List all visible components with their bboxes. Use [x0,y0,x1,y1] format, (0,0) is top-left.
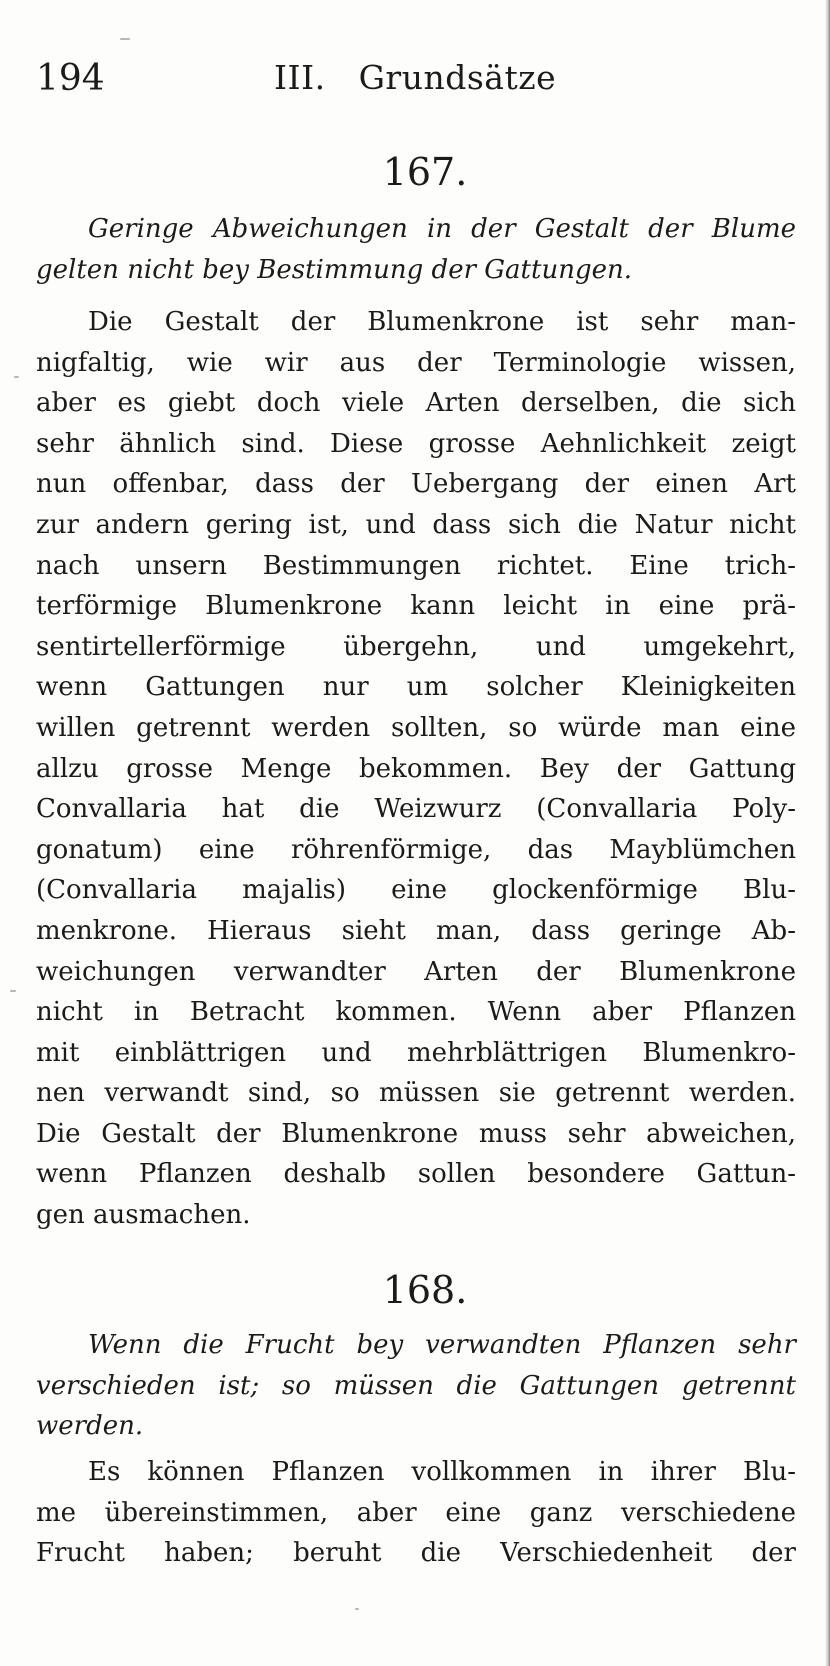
section-167-heading [36,209,796,290]
print-speck [355,1608,359,1610]
page-edge-shadow [825,0,830,1666]
body-line: nicht in Betracht kommen. Wenn aber Pflanzen [36,997,796,1028]
body-line: wenn Gattungen nur um solcher Kleinigkeiten [36,672,796,703]
body-line: weichungen verwandter Arten der Blumenkrone [36,956,796,987]
body-line: nun offenbar, dass der Uebergang der einen Art [36,469,796,500]
section-number-167: 167. [382,150,468,194]
body-line: allzu grosse Menge bekommen. Bey der Gattung [36,753,796,784]
heading-line: verschieden ist; so müssen die Gattungen getrennt [36,1370,796,1401]
body-line: Es können Pflanzen vollkommen in ihrer Blu- [88,1457,796,1487]
body-line: me übereinstimmen, aber eine ganz verschiedene [36,1497,796,1528]
section-168-heading [36,1325,796,1447]
body-line: menkrone. Hieraus sieht man, dass geringe Ab- [36,915,796,946]
page-number: 194 [36,58,105,99]
body-line: aber es giebt doch viele Arten derselben, die sich [36,388,796,419]
body-line: zur andern gering ist, und dass sich die Natur nicht [36,509,796,540]
body-line: Convallaria hat die Weizwurz (Convallaria Poly- [36,794,796,825]
print-speck [14,376,19,378]
body-line: nach unsern Bestimmungen richtet. Eine trich- [36,550,796,581]
body-line: wenn Pflanzen deshalb sollen besondere Gattun- [36,1159,796,1190]
heading-line: gelten nicht bey Bestimmung der Gattungen. [36,254,632,285]
body-line: nigfaltig, wie wir aus der Terminologie wissen, [36,347,796,378]
body-line: (Convallaria majalis) eine glockenförmige Blu- [36,875,796,906]
body-line: Die Gestalt der Blumenkrone muss sehr abweichen, [36,1118,796,1149]
body-line: mit einblättrigen und mehrblättrigen Blumenkro- [36,1037,796,1068]
section-168-body [36,1452,796,1574]
body-line: Die Gestalt der Blumenkrone ist sehr man- [88,307,796,337]
heading-line: Wenn die Frucht bey verwandten Pflanzen sehr [88,1330,796,1360]
heading-line: Geringe Abweichungen in der Gestalt der Blume [88,214,796,244]
heading-line: werden. [36,1411,144,1442]
body-line: sehr ähnlich sind. Diese grosse Aehnlichkeit zeigt [36,428,796,459]
print-speck [10,990,16,992]
body-line: terförmige Blumenkrone kann leicht in eine prä- [36,591,796,622]
section-167-body [36,302,796,1236]
body-line: Frucht haben; beruht die Verschiedenheit der [36,1538,796,1569]
body-line: gonatum) eine röhrenförmige, das Mayblümchen [36,834,796,865]
body-line: willen getrennt werden sollten, so würde man eine [36,712,796,743]
body-line: gen ausmachen. [36,1200,251,1231]
running-head: III. Grundsätze [274,58,557,97]
body-line: sentirtellerförmige übergehn, und umgekehrt, [36,631,796,662]
page-header [36,58,776,108]
body-line: nen verwandt sind, so müssen sie getrennt werden. [36,1078,796,1109]
section-number-168: 168. [382,1268,468,1312]
print-speck [120,38,130,40]
